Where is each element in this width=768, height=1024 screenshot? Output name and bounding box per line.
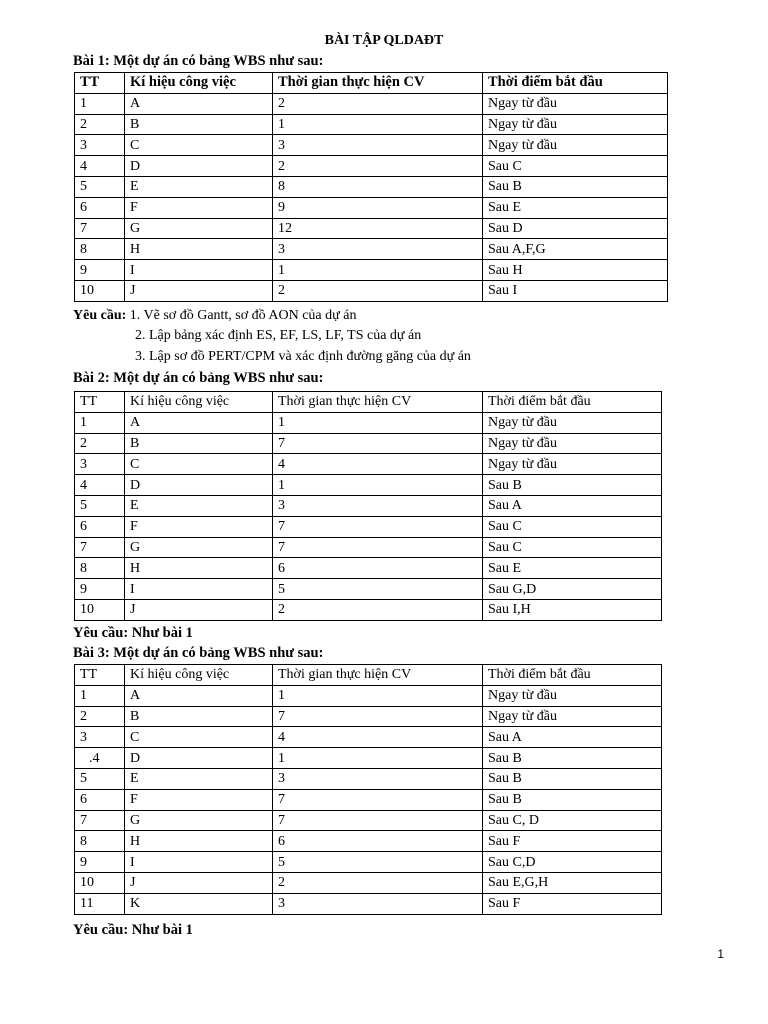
table-row xyxy=(75,706,662,727)
table-row xyxy=(75,558,662,579)
table-cell: 11 xyxy=(75,893,125,914)
table-cell: 6 xyxy=(75,197,125,218)
table-cell: F xyxy=(125,516,273,537)
table-row xyxy=(75,135,668,156)
exercise-3-table xyxy=(74,664,662,915)
table-cell: Sau F xyxy=(483,893,662,914)
table-row xyxy=(75,114,668,135)
table-cell: 5 xyxy=(75,495,125,516)
table-cell: Sau C, D xyxy=(483,810,662,831)
table-cell: 7 xyxy=(273,789,483,810)
table-cell: 1 xyxy=(75,685,125,706)
exercise-2-heading: Bài 2: Một dự án có bảng WBS như sau: xyxy=(73,370,324,386)
table-cell: Sau C,D xyxy=(483,852,662,873)
table-cell: 3 xyxy=(75,727,125,748)
table-cell: 3 xyxy=(273,768,483,789)
table-cell: Sau C xyxy=(483,537,662,558)
table-row xyxy=(75,280,668,301)
table-cell: I xyxy=(125,852,273,873)
table-cell: 10 xyxy=(75,599,125,620)
table-header-row xyxy=(75,73,668,94)
table-header-row xyxy=(75,665,662,686)
table-cell: Sau B xyxy=(483,768,662,789)
table-cell: 1 xyxy=(273,114,483,135)
table-cell: 7 xyxy=(273,706,483,727)
exercise-1-requirements xyxy=(73,308,356,324)
table-cell: 5 xyxy=(273,852,483,873)
table-row xyxy=(75,197,668,218)
table-row xyxy=(75,156,668,177)
table-cell: 1 xyxy=(273,748,483,769)
table-cell: 2 xyxy=(75,706,125,727)
table-cell: H xyxy=(125,558,273,579)
table-cell: 4 xyxy=(75,156,125,177)
exercise-3-heading: Bài 3: Một dự án có bảng WBS như sau: xyxy=(73,645,324,661)
table-cell: 1 xyxy=(273,260,483,281)
table-cell: B xyxy=(125,706,273,727)
column-header: Thời điểm bắt đầu xyxy=(483,392,662,413)
table-row xyxy=(75,537,662,558)
requirements-label: Yêu cầu: xyxy=(73,308,127,323)
table-cell: G xyxy=(125,218,273,239)
table-row xyxy=(75,516,662,537)
table-cell: 10 xyxy=(75,872,125,893)
table-row xyxy=(75,433,662,454)
table-cell: 4 xyxy=(273,727,483,748)
table-cell: Sau B xyxy=(483,176,668,197)
table-row xyxy=(75,475,662,496)
table-cell: E xyxy=(125,768,273,789)
table-cell: 7 xyxy=(75,218,125,239)
table-cell: 9 xyxy=(75,852,125,873)
exercise-3-requirements: Yêu cầu: Như bài 1 xyxy=(73,922,193,938)
requirement-item-3: 3. Lập sơ đồ PERT/CPM và xác định đường găng của dự án xyxy=(135,349,471,364)
requirement-item-2: 2. Lập bảng xác định ES, EF, LS, LF, TS của dự án xyxy=(135,328,422,343)
table-cell: G xyxy=(125,810,273,831)
table-row xyxy=(75,218,668,239)
table-cell: F xyxy=(125,789,273,810)
column-header: Thời điểm bắt đầu xyxy=(483,665,662,686)
table-cell: B xyxy=(125,433,273,454)
table-cell: 9 xyxy=(75,579,125,600)
table-cell: 3 xyxy=(273,135,483,156)
document-title: BÀI TẬP QLDAĐT xyxy=(324,33,444,48)
table-row xyxy=(75,579,662,600)
table-cell: Ngay từ đầu xyxy=(483,433,662,454)
table-cell: 8 xyxy=(273,176,483,197)
table-cell: Sau A xyxy=(483,495,662,516)
column-header: Kí hiệu công việc xyxy=(125,392,273,413)
table-cell: A xyxy=(125,93,273,114)
column-header: TT xyxy=(75,392,125,413)
table-cell: A xyxy=(125,685,273,706)
table-cell: Sau A,F,G xyxy=(483,239,668,260)
table-cell: Sau I xyxy=(483,280,668,301)
table-cell: Sau E xyxy=(483,197,668,218)
table-cell: G xyxy=(125,537,273,558)
table-row xyxy=(75,893,662,914)
column-header: Thời điểm bắt đầu xyxy=(483,73,668,94)
table-cell: D xyxy=(125,748,273,769)
page-number: 1 xyxy=(717,947,724,961)
table-cell: 6 xyxy=(75,789,125,810)
table-cell: 3 xyxy=(75,454,125,475)
table-cell: Ngay từ đầu xyxy=(483,454,662,475)
table-row xyxy=(75,260,668,281)
table-cell: 5 xyxy=(273,579,483,600)
table-cell: 7 xyxy=(75,537,125,558)
column-header: Thời gian thực hiện CV xyxy=(273,392,483,413)
table-cell: 3 xyxy=(75,135,125,156)
table-cell: 4 xyxy=(273,454,483,475)
column-header: TT xyxy=(75,73,125,94)
table-cell: Sau F xyxy=(483,831,662,852)
table-cell: 9 xyxy=(75,260,125,281)
table-row xyxy=(75,810,662,831)
table-cell: A xyxy=(125,412,273,433)
table-cell: J xyxy=(125,280,273,301)
table-cell: 2 xyxy=(273,599,483,620)
table-cell: 10 xyxy=(75,280,125,301)
table-cell: Sau E,G,H xyxy=(483,872,662,893)
table-cell: 1 xyxy=(273,685,483,706)
table-row xyxy=(75,685,662,706)
table-cell: .4 xyxy=(75,748,125,769)
table-row xyxy=(75,872,662,893)
table-cell: Sau D xyxy=(483,218,668,239)
table-row xyxy=(75,239,668,260)
table-cell: 8 xyxy=(75,558,125,579)
table-cell: 3 xyxy=(273,239,483,260)
table-cell: 5 xyxy=(75,176,125,197)
table-cell: Ngay từ đầu xyxy=(483,685,662,706)
table-cell: C xyxy=(125,454,273,475)
table-cell: Sau B xyxy=(483,748,662,769)
table-cell: 7 xyxy=(273,433,483,454)
table-cell: Sau I,H xyxy=(483,599,662,620)
table-row xyxy=(75,789,662,810)
table-row xyxy=(75,599,662,620)
table-cell: Ngay từ đầu xyxy=(483,706,662,727)
requirement-item-1: 1. Vẽ sơ đồ Gantt, sơ đồ AON của dự án xyxy=(129,308,357,323)
table-header-row xyxy=(75,392,662,413)
table-cell: 2 xyxy=(273,156,483,177)
table-cell: 1 xyxy=(75,412,125,433)
column-header: TT xyxy=(75,665,125,686)
table-cell: 6 xyxy=(273,558,483,579)
column-header: Thời gian thực hiện CV xyxy=(273,73,483,94)
table-cell: 2 xyxy=(273,872,483,893)
table-row xyxy=(75,454,662,475)
exercise-2-table xyxy=(74,391,662,621)
table-cell: 1 xyxy=(273,412,483,433)
table-cell: 7 xyxy=(273,810,483,831)
table-cell: Ngay từ đầu xyxy=(483,93,668,114)
exercise-1-heading: Bài 1: Một dự án có bảng WBS như sau: xyxy=(73,53,324,69)
table-cell: E xyxy=(125,176,273,197)
table-cell: 4 xyxy=(75,475,125,496)
table-cell: E xyxy=(125,495,273,516)
table-row xyxy=(75,93,668,114)
table-cell: 6 xyxy=(273,831,483,852)
table-cell: C xyxy=(125,727,273,748)
table-row xyxy=(75,495,662,516)
table-cell: D xyxy=(125,156,273,177)
table-row xyxy=(75,831,662,852)
table-row xyxy=(75,852,662,873)
table-cell: 2 xyxy=(75,433,125,454)
column-header: Kí hiệu công việc xyxy=(125,73,273,94)
table-cell: J xyxy=(125,599,273,620)
table-cell: 12 xyxy=(273,218,483,239)
table-cell: I xyxy=(125,579,273,600)
table-cell: 7 xyxy=(75,810,125,831)
exercise-1-table xyxy=(74,72,668,302)
table-cell: Sau A xyxy=(483,727,662,748)
table-cell: 2 xyxy=(273,93,483,114)
table-cell: 3 xyxy=(273,893,483,914)
table-cell: B xyxy=(125,114,273,135)
table-cell: F xyxy=(125,197,273,218)
table-cell: Ngay từ đầu xyxy=(483,135,668,156)
table-cell: Sau B xyxy=(483,475,662,496)
column-header: Thời gian thực hiện CV xyxy=(273,665,483,686)
table-cell: Sau C xyxy=(483,156,668,177)
table-row xyxy=(75,768,662,789)
table-cell: 8 xyxy=(75,239,125,260)
table-cell: 8 xyxy=(75,831,125,852)
table-cell: 6 xyxy=(75,516,125,537)
table-cell: Sau G,D xyxy=(483,579,662,600)
table-cell: 2 xyxy=(75,114,125,135)
table-row xyxy=(75,727,662,748)
table-cell: 7 xyxy=(273,537,483,558)
table-row xyxy=(75,176,668,197)
table-cell: 7 xyxy=(273,516,483,537)
table-cell: K xyxy=(125,893,273,914)
table-cell: 5 xyxy=(75,768,125,789)
table-row xyxy=(75,412,662,433)
table-cell: Sau H xyxy=(483,260,668,281)
table-cell: I xyxy=(125,260,273,281)
table-cell: 1 xyxy=(75,93,125,114)
table-cell: 9 xyxy=(273,197,483,218)
table-cell: 1 xyxy=(273,475,483,496)
table-row xyxy=(75,748,662,769)
table-cell: 3 xyxy=(273,495,483,516)
table-cell: H xyxy=(125,831,273,852)
table-cell: C xyxy=(125,135,273,156)
table-cell: H xyxy=(125,239,273,260)
column-header: Kí hiệu công việc xyxy=(125,665,273,686)
table-cell: 2 xyxy=(273,280,483,301)
exercise-2-requirements: Yêu cầu: Như bài 1 xyxy=(73,625,193,641)
table-cell: D xyxy=(125,475,273,496)
table-cell: Sau C xyxy=(483,516,662,537)
table-cell: Sau E xyxy=(483,558,662,579)
table-cell: J xyxy=(125,872,273,893)
table-cell: Sau B xyxy=(483,789,662,810)
table-cell: Ngay từ đầu xyxy=(483,114,668,135)
table-cell: Ngay từ đầu xyxy=(483,412,662,433)
